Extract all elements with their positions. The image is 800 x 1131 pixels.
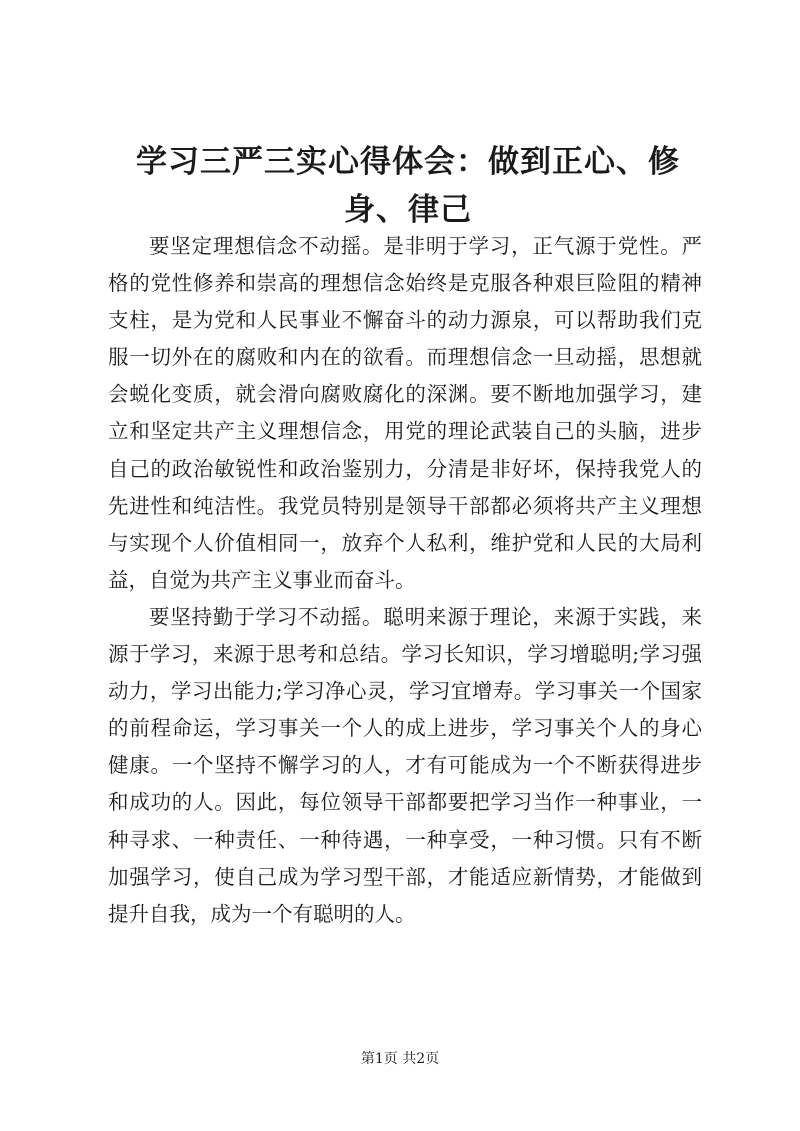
document-title: 学习三严三实心得体会：做到正心、修身、律己 xyxy=(136,144,680,228)
paragraph-1: 要坚定理想信念不动摇。是非明于学习，正气源于党性。严格的党性修养和崇高的理想信念始终是克服各种艰巨险阻的精神支柱，是为党和人民事业不懈奋斗的动力源泉，可以帮助我们克服一切外在的腐败和内在的欲看。而理想信念一旦动摇，思想就会蜕化变质，就会滑向腐败腐化的深渊。要不断地加强学习，建立和坚定共产主义理想信念，用党的理论武装自己的头脑，进步自己的政治敏锐性和政治鉴别力，分清是非好坏，保持我党人的先进性和纯洁性。我党员特别是领导干部都必须将共产主义理想与实现个人价值相同一，放弃个人私利，维护党和人民的大局利益，自觉为共产主义事业而奋斗。 xyxy=(108,234,702,592)
document-body xyxy=(108,228,702,933)
paragraph-2: 要坚持勤于学习不动摇。聪明来源于理论，来源于实践，来源于学习，来源于思考和总结。学习长知识，学习增聪明;学习强动力，学习出能力;学习净心灵，学习宜增寿。学习事关一个国家的前程命运，学习事关一个人的成上进步，学习事关个人的身心健康。一个坚持不懈学习的人，才有可能成为一个不断获得进步和成功的人。因此，每位领导干部都要把学习当作一种事业，一种寻求、一种责任、一种待遇，一种享受，一种习惯。只有不断加强学习，使自己成为学习型干部，才能适应新情势，才能做到提升自我，成为一个有聪明的人。 xyxy=(108,604,702,926)
page-footer: 第1页 共2页 xyxy=(360,1051,440,1067)
